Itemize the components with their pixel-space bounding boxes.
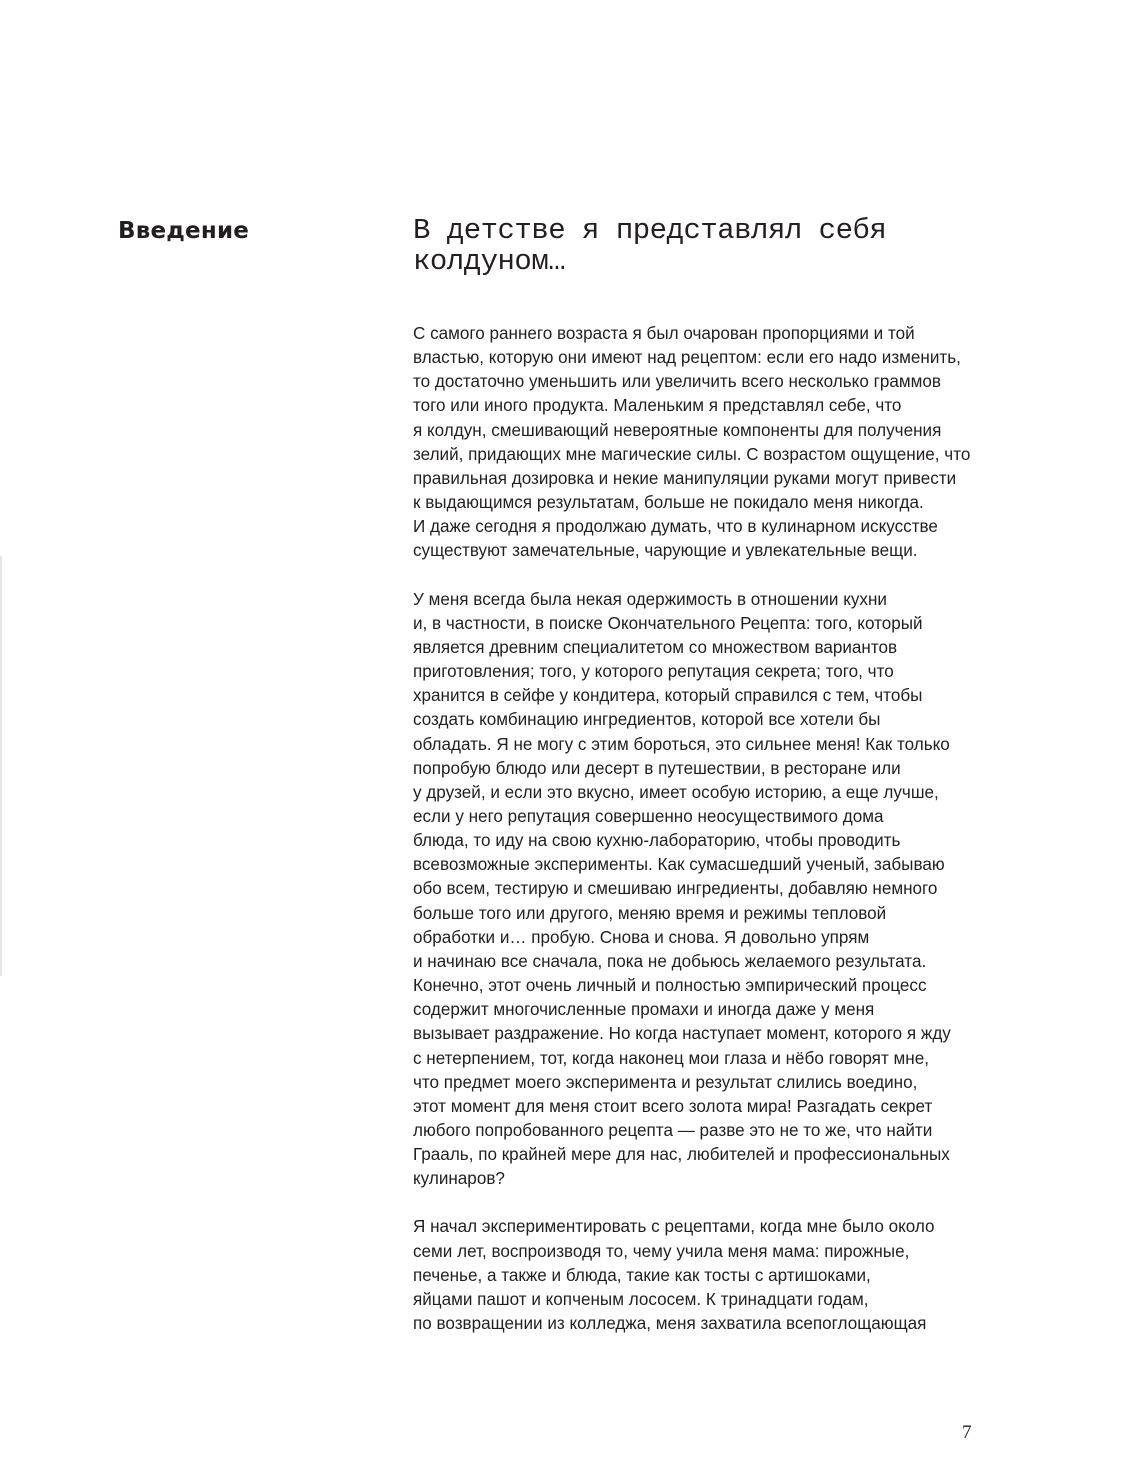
text-line: попробую блюдо или десерт в путешествии, в ресторане или [413, 758, 901, 778]
text-line: яйцами пашот и копченым лососем. К тринадцати годам, [413, 1289, 869, 1309]
chapter-title-line: колдуном… [413, 245, 566, 278]
text-line: Конечно, этот очень личный и полностью эмпирический процесс [413, 976, 927, 996]
text-line: любого попробованного рецепта — разве это не то же, что найти [413, 1121, 933, 1140]
page-edge-mark [0, 556, 2, 976]
text-line: если у него репутация совершенно неосуществимого дома [413, 806, 884, 826]
text-line: печенье, а также и блюда, такие как тосты с артишоками, [413, 1265, 871, 1285]
page-number: 7 [962, 1422, 972, 1443]
text-line: то достаточно уменьшить или увеличить всего несколько граммов [413, 372, 941, 392]
text-line: зелий, придающих мне магические силы. С возрастом ощущение, что [413, 444, 971, 464]
text-line: создать комбинацию ингредиентов, которой все хотели бы [413, 710, 881, 730]
paragraph-3 [413, 1215, 993, 1336]
text-line: Я начал экспериментировать с рецептами, когда мне было около [413, 1217, 935, 1237]
text-line: У меня всегда была некая одержимость в отношении кухни [413, 589, 887, 609]
text-line: с нетерпением, тот, когда наконец мои глаза и нёбо говорят мне, [413, 1048, 929, 1068]
text-line: является древним специалитетом со множеством вариантов [413, 637, 898, 657]
text-line: у друзей, и если это вкусно, имеет особую историю, а еще лучше, [413, 782, 939, 802]
text-line: обработки и… пробую. Снова и снова. Я довольно упрям [413, 927, 870, 947]
text-line: обладать. Я не могу с этим бороться, это сильнее меня! Как только [413, 734, 950, 754]
text-line: всевозможные эксперименты. Как сумасшедший ученый, забываю [413, 855, 945, 875]
paragraph-2 [413, 588, 993, 1192]
text-line: обо всем, тестирую и смешиваю ингредиенты, добавляю немного [413, 879, 938, 899]
text-line: и, в частности, в поиске Окончательного Рецепта: того, который [413, 613, 923, 633]
text-line: этот момент для меня стоит всего золота мира! Разгадать секрет [413, 1096, 933, 1116]
text-line: что предмет моего эксперимента и результат слились воедино, [413, 1072, 918, 1092]
paragraph-1 [413, 322, 993, 564]
chapter-title-line: В детстве я представлял себя [413, 214, 887, 247]
text-line: кулинаров? [413, 1169, 505, 1189]
text-line: властью, которую они имеют над рецептом: если его надо изменить, [413, 348, 961, 368]
text-line: содержит многочисленные промахи и иногда даже у меня [413, 1000, 875, 1020]
text-line: И даже сегодня я продолжаю думать, что в кулинарном искусстве [413, 517, 938, 537]
chapter-title [413, 215, 886, 277]
text-line: С самого раннего возраста я был очарован пропорциями и той [413, 324, 915, 343]
text-line: семи лет, воспроизводя то, чему учила меня мама: пирожные, [413, 1241, 910, 1261]
text-line: больше того или другого, меняю время и режимы тепловой [413, 903, 887, 923]
text-line: того или иного продукта. Маленьким я представлял себе, что [413, 396, 902, 416]
text-line: вызывает раздражение. Но когда наступает момент, которого я жду [413, 1024, 951, 1044]
text-line: приготовления; того, у которого репутация секрета; того, что [413, 662, 894, 682]
text-line: Грааль, по крайней мере для нас, любителей и профессиональных [413, 1145, 950, 1165]
body-text [413, 322, 993, 1336]
section-label: Введение [118, 218, 250, 244]
text-line: существуют замечательные, чарующие и увлекательные вещи. [413, 541, 918, 561]
text-line: блюда, то иду на свою кухню-лабораторию, чтобы проводить [413, 831, 901, 851]
text-line: к выдающимся результатам, больше не покидало меня никогда. [413, 493, 924, 513]
text-line: я колдун, смешивающий невероятные компоненты для получения [413, 420, 942, 440]
text-line: хранится в сейфе у кондитера, который справился с тем, чтобы [413, 686, 923, 706]
text-line: по возвращении из колледжа, меня захватила всепоглощающая [413, 1314, 927, 1334]
text-line: и начинаю все сначала, пока не добьюсь желаемого результата. [413, 951, 927, 971]
text-line: правильная дозировка и некие манипуляции руками могут привести [413, 468, 957, 488]
